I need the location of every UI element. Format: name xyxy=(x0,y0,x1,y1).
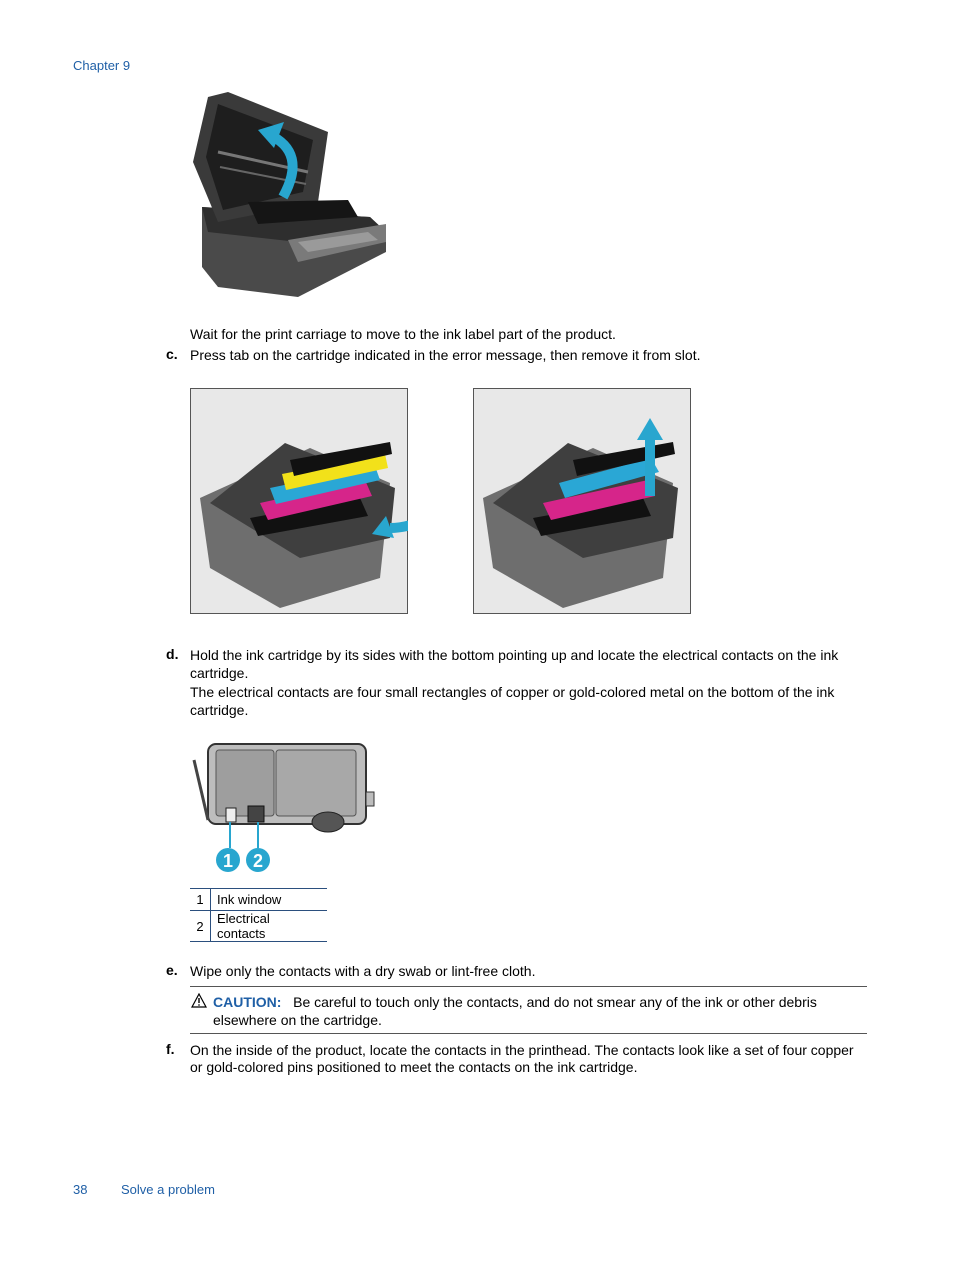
callout-2: 2 xyxy=(252,851,264,871)
legend-number: 1 xyxy=(190,889,211,911)
legend-label: Ink window xyxy=(211,889,328,911)
legend-number: 2 xyxy=(190,911,211,942)
ink-cartridge-contacts-illustration xyxy=(186,740,376,878)
legend-row xyxy=(190,889,327,911)
callout-1: 1 xyxy=(222,851,234,871)
step-d-line4: cartridge. xyxy=(190,702,249,718)
step-f-line1: On the inside of the product, locate the contacts in the printhead. The contacts look like a set of four copper xyxy=(190,1042,854,1058)
step-f-line2: or gold-colored pins positioned to meet the contacts on the ink cartridge. xyxy=(190,1059,638,1075)
step-d-letter: d. xyxy=(166,646,179,662)
step-c-text: Press tab on the cartridge indicated in the error message, then remove it from slot. xyxy=(190,347,701,363)
step-d-line2: cartridge. xyxy=(190,665,249,681)
printer-open-lid-illustration xyxy=(188,92,390,298)
caution-box xyxy=(190,986,867,1034)
step-f-letter: f. xyxy=(166,1041,175,1057)
caution-line2: elsewhere on the cartridge. xyxy=(213,1012,382,1028)
cartridge-press-tab-illustration xyxy=(190,388,408,614)
footer-section: Solve a problem xyxy=(121,1182,215,1197)
step-d-line1: Hold the ink cartridge by its sides with the bottom pointing up and locate the electrical contacts on the ink xyxy=(190,647,839,663)
step-b-wait-text: Wait for the print carriage to move to the ink label part of the product. xyxy=(190,326,616,342)
cartridge-remove-illustration xyxy=(473,388,691,614)
page-number: 38 xyxy=(73,1182,88,1197)
legend-table xyxy=(190,888,327,942)
step-e-text: Wipe only the contacts with a dry swab or lint-free cloth. xyxy=(190,963,536,979)
caution-label: CAUTION: xyxy=(213,994,282,1010)
chapter-header: Chapter 9 xyxy=(73,58,131,73)
step-c-letter: c. xyxy=(166,346,178,362)
caution-line1 xyxy=(213,993,817,1011)
legend-label: Electrical contacts xyxy=(211,911,328,942)
step-d-line3: The electrical contacts are four small rectangles of copper or gold-colored metal on the bottom of the ink xyxy=(190,684,835,700)
legend-row xyxy=(190,911,327,942)
caution-text: Be careful to touch only the contacts, and do not smear any of the ink or other debris xyxy=(293,994,817,1010)
step-e-letter: e. xyxy=(166,962,178,978)
warning-icon xyxy=(191,993,207,1008)
